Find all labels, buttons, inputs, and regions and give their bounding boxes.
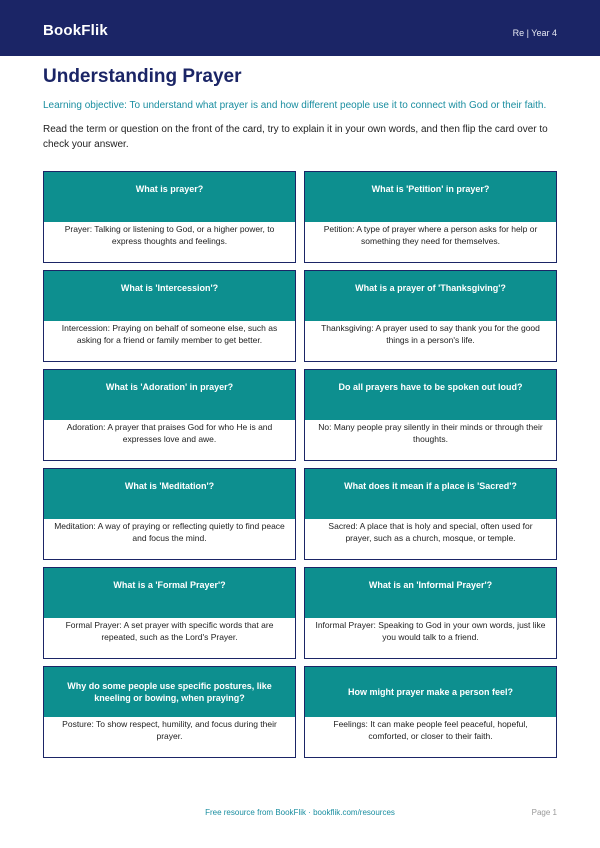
flashcard[interactable]: [304, 567, 557, 659]
instructions-text: Read the term or question on the front of the card, try to explain it in your own words, and then flip the card over to check your answer.: [43, 124, 548, 150]
flashcard[interactable]: [43, 666, 296, 758]
brand-logo: BookFlik: [43, 22, 108, 39]
card-question: What is an 'Informal Prayer'?: [305, 568, 556, 618]
page-number: Page 1: [531, 808, 557, 817]
card-row: [43, 171, 557, 263]
flashcard[interactable]: [304, 468, 557, 560]
card-row: [43, 369, 557, 461]
card-answer: Thanksgiving: A prayer used to say thank you for the good things in a person's life.: [321, 323, 540, 345]
header-bar: [0, 0, 600, 56]
card-question: What is 'Petition' in prayer?: [305, 172, 556, 222]
card-answer: Sacred: A place that is holy and special, often used for prayer, such as a church, mosque, or temple.: [328, 521, 533, 543]
flashcard[interactable]: [43, 270, 296, 362]
learning-objective: Learning objective: To understand what prayer is and how different people use it to connect with God or their faith.: [43, 100, 547, 111]
subject-year-label: Re | Year 4: [512, 28, 557, 38]
flashcard[interactable]: [304, 369, 557, 461]
card-answer: Adoration: A prayer that praises God for who He is and expresses love and awe.: [66, 422, 273, 444]
card-answer: Petition: A type of prayer where a person asks for help or something they need for themselves.: [323, 224, 538, 246]
card-question: What does it mean if a place is 'Sacred'?: [305, 469, 556, 519]
card-question: What is a prayer of 'Thanksgiving'?: [305, 271, 556, 321]
card-row: [43, 270, 557, 362]
flashcard[interactable]: [43, 171, 296, 263]
card-answer: Feelings: It can make people feel peaceful, hopeful, comforted, or closer to their faith.: [333, 719, 528, 741]
flashcard[interactable]: [304, 666, 557, 758]
card-row: [43, 666, 557, 758]
page-title: Understanding Prayer: [43, 66, 242, 87]
card-question: Do all prayers have to be spoken out loud?: [305, 370, 556, 420]
flashcard[interactable]: [304, 171, 557, 263]
card-answer: Posture: To show respect, humility, and focus during their prayer.: [62, 719, 277, 741]
card-question: What is 'Intercession'?: [44, 271, 295, 321]
flashcard[interactable]: [43, 369, 296, 461]
card-row: [43, 567, 557, 659]
card-answer: Formal Prayer: A set prayer with specific words that are repeated, such as the Lord's Prayer.: [65, 620, 274, 642]
flashcard-grid: [43, 171, 557, 765]
card-answer: No: Many people pray silently in their minds or through their thoughts.: [318, 422, 543, 444]
card-question: What is 'Adoration' in prayer?: [44, 370, 295, 420]
card-question: What is 'Meditation'?: [44, 469, 295, 519]
card-answer: Prayer: Talking or listening to God, or a higher power, to express thoughts and feelings.: [64, 224, 275, 246]
card-question: What is a 'Formal Prayer'?: [44, 568, 295, 618]
card-answer: Informal Prayer: Speaking to God in your own words, just like you would talk to a friend.: [315, 620, 546, 642]
flashcard[interactable]: [304, 270, 557, 362]
footer-credit: Free resource from BookFlik · bookflik.com/resources: [205, 808, 395, 817]
card-question: Why do some people use specific postures, like kneeling or bowing, when praying?: [44, 667, 295, 717]
card-answer: Meditation: A way of praying or reflecting quietly to find peace and focus the mind.: [54, 521, 285, 543]
flashcard[interactable]: [43, 468, 296, 560]
card-question: What is prayer?: [44, 172, 295, 222]
card-answer: Intercession: Praying on behalf of someone else, such as asking for a friend or family member to get better.: [61, 323, 278, 345]
card-question: How might prayer make a person feel?: [305, 667, 556, 717]
flashcard[interactable]: [43, 567, 296, 659]
card-row: [43, 468, 557, 560]
